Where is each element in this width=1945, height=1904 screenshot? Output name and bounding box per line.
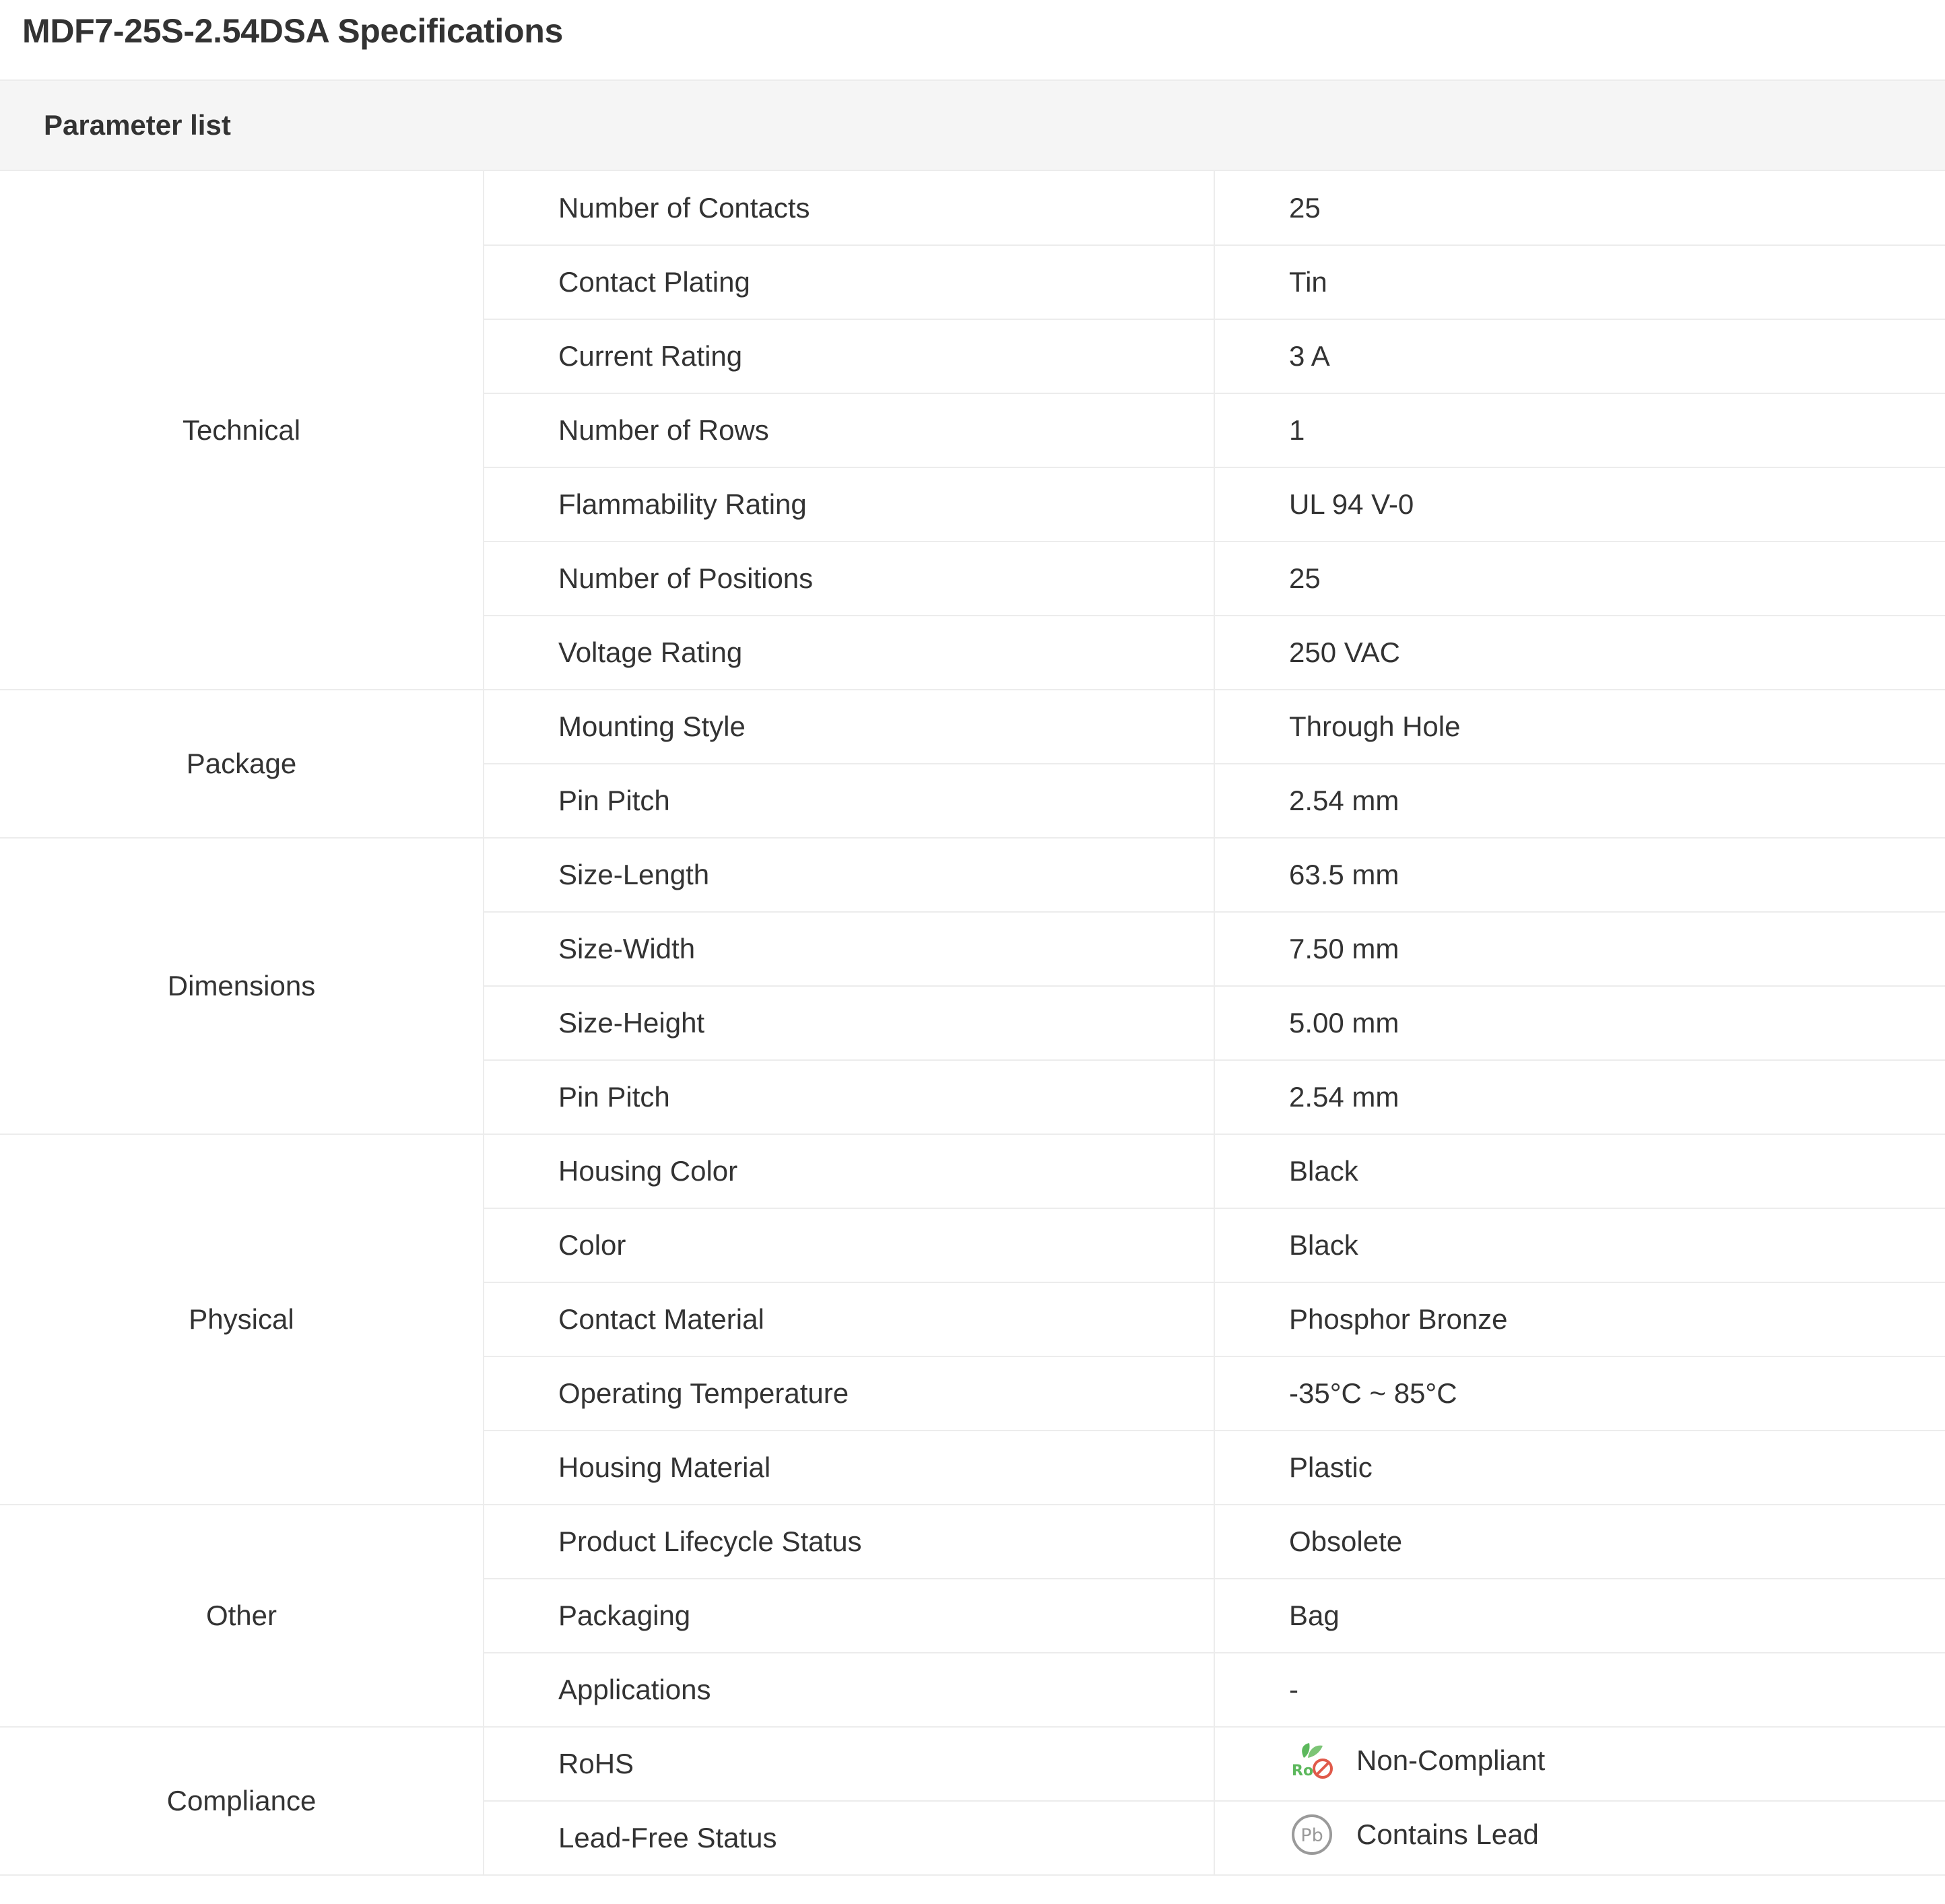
param-name: Housing Material: [484, 1431, 1214, 1505]
param-value: 7.50 mm: [1214, 912, 1945, 986]
param-name: Applications: [484, 1653, 1214, 1727]
param-name: Voltage Rating: [484, 616, 1214, 690]
param-name: Product Lifecycle Status: [484, 1505, 1214, 1579]
param-name: Mounting Style: [484, 690, 1214, 764]
param-value: UL 94 V-0: [1214, 467, 1945, 541]
param-value-cell: [1214, 1801, 1945, 1875]
category-compliance: Compliance: [0, 1727, 484, 1875]
param-value: Bag: [1214, 1579, 1945, 1653]
param-name: Size-Height: [484, 986, 1214, 1060]
param-name: Current Rating: [484, 319, 1214, 393]
param-value: -35°C ~ 85°C: [1214, 1356, 1945, 1431]
param-value: 5.00 mm: [1214, 986, 1945, 1060]
param-name: Number of Rows: [484, 393, 1214, 467]
param-name: Size-Length: [484, 838, 1214, 912]
param-name: Number of Positions: [484, 541, 1214, 616]
param-value: 2.54 mm: [1214, 764, 1945, 838]
table-row: [0, 1505, 1945, 1579]
param-value: Black: [1214, 1208, 1945, 1282]
param-value: -: [1214, 1653, 1945, 1727]
category-other: Other: [0, 1505, 484, 1727]
param-value: Through Hole: [1214, 690, 1945, 764]
param-name: Flammability Rating: [484, 467, 1214, 541]
table-row: [0, 1134, 1945, 1208]
param-value: 25: [1214, 541, 1945, 616]
parameter-list-label: Parameter list: [44, 109, 231, 141]
param-name: Lead-Free Status: [484, 1801, 1214, 1875]
param-name: Contact Plating: [484, 245, 1214, 319]
param-name: Packaging: [484, 1579, 1214, 1653]
param-value: Phosphor Bronze: [1214, 1282, 1945, 1356]
param-value: Plastic: [1214, 1431, 1945, 1505]
table-row: [0, 690, 1945, 764]
param-value: Black: [1214, 1134, 1945, 1208]
param-name: Pin Pitch: [484, 1060, 1214, 1134]
param-name: Pin Pitch: [484, 764, 1214, 838]
category-technical: Technical: [0, 171, 484, 690]
svg-text:Ro: Ro: [1292, 1763, 1314, 1779]
param-value: 1: [1214, 393, 1945, 467]
param-name: Contact Material: [484, 1282, 1214, 1356]
page-title: MDF7-25S-2.54DSA Specifications: [22, 12, 563, 50]
rohs-non-compliant-icon: [1289, 1738, 1335, 1783]
lead-pb-icon: [1289, 1812, 1335, 1858]
rohs-status-text: Non-Compliant: [1356, 1744, 1546, 1776]
param-value-cell: [1214, 1727, 1945, 1801]
param-name: Housing Color: [484, 1134, 1214, 1208]
param-name: Size-Width: [484, 912, 1214, 986]
svg-text:Pb: Pb: [1300, 1825, 1323, 1846]
table-row: [0, 838, 1945, 912]
param-name: Operating Temperature: [484, 1356, 1214, 1431]
param-value: Obsolete: [1214, 1505, 1945, 1579]
table-row: [0, 1727, 1945, 1801]
param-name: Number of Contacts: [484, 171, 1214, 245]
param-value: 25: [1214, 171, 1945, 245]
parameter-list-header: [0, 79, 1945, 171]
lead-free-status-text: Contains Lead: [1356, 1818, 1539, 1850]
spec-table: [0, 171, 1945, 1876]
category-physical: Physical: [0, 1134, 484, 1505]
category-dimensions: Dimensions: [0, 838, 484, 1134]
param-name: Color: [484, 1208, 1214, 1282]
param-value: 250 VAC: [1214, 616, 1945, 690]
table-row: [0, 171, 1945, 245]
param-value: 3 A: [1214, 319, 1945, 393]
param-name: RoHS: [484, 1727, 1214, 1801]
param-value: Tin: [1214, 245, 1945, 319]
param-value: 2.54 mm: [1214, 1060, 1945, 1134]
category-package: Package: [0, 690, 484, 838]
param-value: 63.5 mm: [1214, 838, 1945, 912]
